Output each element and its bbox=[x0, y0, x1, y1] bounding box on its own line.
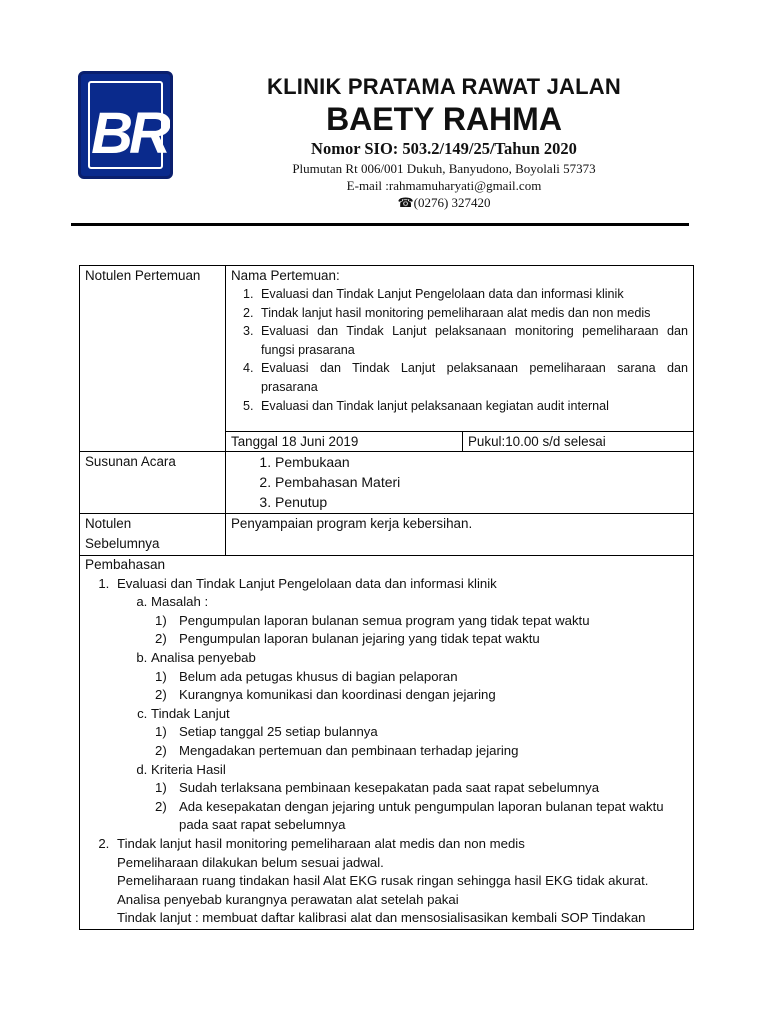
sub-item-analisa bbox=[151, 649, 688, 705]
meeting-item: 4. Evaluasi dan Tindak Lanjut pelaksanaan pemeliharaan sarana dan prasarana bbox=[257, 359, 688, 396]
agenda-item: 1. Pembukaan bbox=[275, 452, 688, 472]
agenda-list bbox=[231, 452, 688, 512]
sub-item-masalah bbox=[151, 593, 688, 649]
sub-point-list bbox=[151, 668, 688, 705]
minutes-table bbox=[79, 265, 694, 930]
meeting-cell bbox=[226, 266, 694, 432]
agenda-item: 3. Penutup bbox=[275, 492, 688, 512]
sio-number: Nomor SIO: 503.2/149/25/Tahun 2020 bbox=[311, 139, 577, 158]
previous-notes: Penyampaian program kerja kebersihan. bbox=[226, 514, 694, 556]
sub-point: 1) Pengumpulan laporan bulanan semua program yang tidak tepat waktu bbox=[155, 612, 590, 628]
sub-point-text: Kurangnya komunikasi dan koordinasi dengan jejaring bbox=[179, 687, 496, 703]
meeting-time: Pukul:10.00 s/d selesai bbox=[463, 432, 694, 452]
discussion-list bbox=[85, 575, 688, 928]
row-label-susunan: Susunan Acara bbox=[80, 452, 226, 514]
sub-point-text: Belum ada petugas khusus di bagian pelaporan bbox=[179, 668, 458, 684]
sub-point-text: Pengumpulan laporan bulanan jejaring yang tidak tepat waktu bbox=[179, 631, 540, 647]
clinic-email: E-mail :rahmamuharyati@gmail.com bbox=[346, 178, 542, 193]
sub-point-list bbox=[151, 723, 688, 760]
sub-point-text: Sudah terlaksana pembinaan kesepakatan pada saat rapat sebelumnya bbox=[179, 780, 600, 796]
header-divider bbox=[71, 223, 689, 226]
clinic-name: BAETY RAHMA bbox=[326, 101, 562, 137]
discussion-item-2 bbox=[113, 835, 688, 928]
meeting-item: 5. Evaluasi dan Tindak lanjut pelaksanaan kegiatan audit internal bbox=[257, 397, 688, 416]
logo-lettering: BR bbox=[91, 101, 167, 166]
meeting-date: Tanggal 18 Juni 2019 bbox=[226, 432, 463, 452]
sub-point-text: Ada kesepakatan dengan jejaring untuk pengumpulan laporan bulanan tepat waktu pada saat rapat sebelumnya bbox=[179, 798, 664, 833]
agenda-item: 2. Pembahasan Materi bbox=[275, 472, 688, 492]
sub-item-title: Kriteria Hasil bbox=[151, 761, 226, 777]
sub-point: 2) Pengumpulan laporan bulanan jejaring yang tidak tepat waktu bbox=[155, 631, 540, 647]
discussion-item-1 bbox=[113, 575, 688, 835]
sub-point-text: Setiap tanggal 25 setiap bulannya bbox=[179, 724, 378, 740]
clinic-type: KLINIK PRATAMA RAWAT JALAN bbox=[267, 74, 621, 99]
clinic-address: Plumutan Rt 006/001 Dukuh, Banyudono, Boyolali 57373 bbox=[292, 161, 596, 176]
sub-point-list bbox=[151, 779, 688, 835]
clinic-phone: ☎(0276) 327420 bbox=[397, 195, 491, 210]
sub-point: 2) Kurangnya komunikasi dan koordinasi dengan jejaring bbox=[155, 687, 496, 703]
meeting-list bbox=[231, 285, 688, 415]
clinic-logo bbox=[78, 71, 173, 179]
sub-point: 2) Ada kesepakatan dengan jejaring untuk pengumpulan laporan bulanan tepat waktu pada saat rapat sebelumnya bbox=[155, 798, 664, 833]
previous-label-line1: Notulen bbox=[85, 516, 132, 531]
sub-point-text: Pengumpulan laporan bulanan semua program yang tidak tepat waktu bbox=[179, 612, 590, 628]
agenda-cell bbox=[226, 452, 694, 514]
row-label-previous bbox=[80, 514, 226, 556]
sub-item-title: Tindak Lanjut bbox=[151, 705, 230, 721]
meeting-item: 2. Tindak lanjut hasil monitoring pemeliharaan alat medis dan non medis bbox=[257, 304, 688, 323]
row-label-notulen: Notulen Pertemuan bbox=[80, 266, 226, 452]
meeting-item: 1. Evaluasi dan Tindak Lanjut Pengelolaan data dan informasi klinik bbox=[257, 285, 688, 304]
meeting-heading: Nama Pertemuan: bbox=[231, 268, 340, 283]
sub-point: 1) Sudah terlaksana pembinaan kesepakatan pada saat rapat sebelumnya bbox=[155, 780, 600, 796]
sub-item-tindak-lanjut bbox=[151, 705, 688, 761]
discussion-sublist bbox=[117, 593, 688, 835]
discussion-cell bbox=[80, 556, 694, 930]
sub-item-title: Masalah : bbox=[151, 594, 209, 610]
sub-point: 1) Setiap tanggal 25 setiap bulannya bbox=[155, 724, 378, 740]
meeting-item: 3. Evaluasi dan Tindak Lanjut pelaksanaan monitoring pemeliharaan dan fungsi prasarana bbox=[257, 322, 688, 359]
previous-label-line2: Sebelumnya bbox=[85, 536, 160, 551]
sub-point: 1) Belum ada petugas khusus di bagian pelaporan bbox=[155, 668, 458, 684]
discussion-paragraph: Pemeliharaan ruang tindakan hasil Alat EKG rusak ringan sehingga hasil EKG tidak akurat. bbox=[117, 873, 649, 889]
discussion-item-title: Evaluasi dan Tindak Lanjut Pengelolaan data dan informasi klinik bbox=[117, 575, 497, 591]
discussion-paragraph: Analisa penyebab kurangnya perawatan alat setelah pakai bbox=[117, 891, 459, 907]
discussion-heading: Pembahasan bbox=[85, 557, 166, 572]
discussion-paragraph: Pemeliharaan dilakukan belum sesuai jadwal. bbox=[117, 854, 384, 870]
sub-point-list bbox=[151, 612, 688, 649]
sub-item-kriteria bbox=[151, 761, 688, 835]
sub-point-text: Mengadakan pertemuan dan pembinaan terhadap jejaring bbox=[179, 742, 519, 758]
sub-item-title: Analisa penyebab bbox=[151, 649, 256, 665]
sub-point: 2) Mengadakan pertemuan dan pembinaan terhadap jejaring bbox=[155, 742, 519, 758]
discussion-paragraph: Tindak lanjut : membuat daftar kalibrasi alat dan mensosialisasikan kembali SOP Tindakan bbox=[117, 910, 646, 926]
discussion-item-title: Tindak lanjut hasil monitoring pemeliharaan alat medis dan non medis bbox=[117, 835, 525, 851]
